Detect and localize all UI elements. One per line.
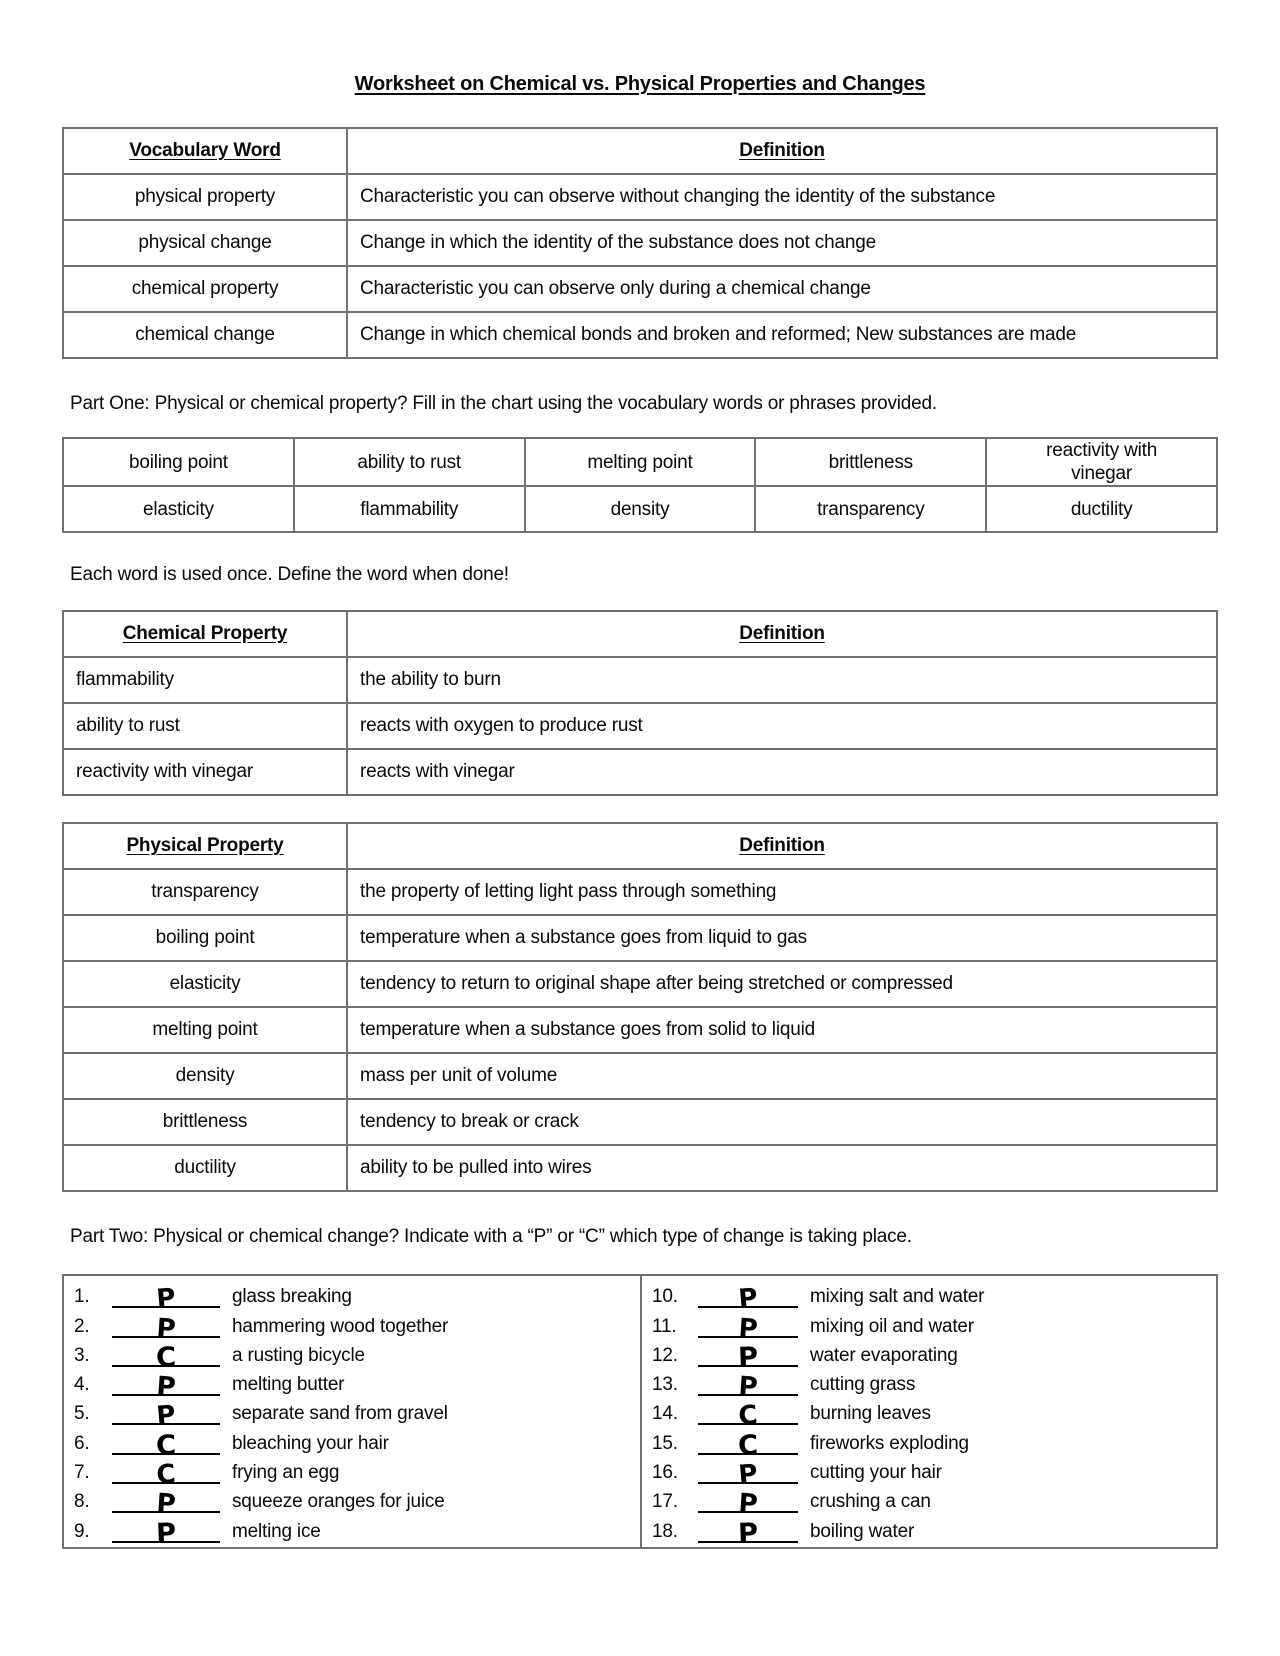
vocab-definition-cell: Characteristic you can observe only during a chemical change	[347, 266, 1217, 312]
handwritten-answer: P	[155, 1371, 177, 1403]
handwritten-answer: P	[737, 1517, 759, 1550]
item-description: fireworks exploding	[810, 1432, 969, 1454]
phys-definition-cell: the property of letting light pass through something	[347, 869, 1217, 915]
item-number: 5.	[74, 1403, 90, 1425]
answers-left-column	[64, 1276, 640, 1550]
table-row	[63, 312, 1217, 358]
phys-definition-header: Definition	[347, 823, 1217, 869]
answer-item	[74, 1367, 640, 1403]
answer-item	[652, 1367, 1216, 1403]
item-description: melting butter	[232, 1374, 345, 1396]
item-description: hammering wood together	[232, 1315, 449, 1337]
item-number: 9.	[74, 1520, 90, 1542]
chem-property-cell: reactivity with vinegar	[63, 749, 347, 795]
word-bank-cell: melting point	[525, 438, 756, 486]
table-row	[63, 1099, 1217, 1145]
handwritten-answer: P	[155, 1488, 177, 1520]
chem-definition-cell: reacts with oxygen to produce rust	[347, 703, 1217, 749]
handwritten-answer: P	[737, 1459, 759, 1491]
answer-item	[74, 1338, 640, 1374]
word-bank-cell: density	[525, 486, 756, 532]
answer-blank	[112, 1371, 220, 1403]
answer-blank	[698, 1459, 798, 1491]
handwritten-answer: P	[155, 1312, 177, 1345]
item-description: boiling water	[810, 1520, 915, 1542]
item-description: mixing oil and water	[810, 1315, 974, 1337]
chem-property-cell: flammability	[63, 657, 347, 703]
table-row	[63, 266, 1217, 312]
item-description: cutting your hair	[810, 1462, 942, 1484]
word-bank-row	[63, 486, 1217, 532]
answer-item	[74, 1484, 640, 1520]
table-row	[63, 1053, 1217, 1099]
item-number: 7.	[74, 1462, 90, 1484]
answer-item	[652, 1308, 1216, 1345]
handwritten-answer: C	[155, 1459, 177, 1491]
answer-blank	[698, 1312, 798, 1345]
table-row	[63, 657, 1217, 703]
phys-property-cell: transparency	[63, 869, 347, 915]
phys-property-header: Physical Property	[63, 823, 347, 869]
item-number: 2.	[74, 1315, 90, 1337]
phys-definition-cell: temperature when a substance goes from solid to liquid	[347, 1007, 1217, 1053]
phys-property-cell: elasticity	[63, 961, 347, 1007]
phys-property-cell: ductility	[63, 1145, 347, 1191]
answer-blank	[698, 1283, 798, 1316]
table-row	[63, 961, 1217, 1007]
handwritten-answer: P	[737, 1371, 759, 1403]
word-bank-table	[62, 437, 1218, 533]
handwritten-answer: P	[155, 1283, 177, 1316]
handwritten-answer: P	[737, 1283, 759, 1316]
answer-blank	[112, 1312, 220, 1345]
item-number: 13.	[652, 1374, 678, 1396]
phys-definition-cell: mass per unit of volume	[347, 1053, 1217, 1099]
table-header-row	[63, 823, 1217, 869]
answer-item	[74, 1425, 640, 1462]
page-title: Worksheet on Chemical vs. Physical Properties and Changes	[354, 73, 926, 95]
answer-blank	[698, 1371, 798, 1403]
answer-item	[652, 1279, 1216, 1316]
item-description: mixing salt and water	[810, 1286, 985, 1308]
item-description: burning leaves	[810, 1403, 931, 1425]
item-number: 14.	[652, 1403, 678, 1425]
item-number: 10.	[652, 1286, 678, 1308]
answer-blank	[698, 1400, 798, 1433]
handwritten-answer: P	[737, 1312, 759, 1345]
answer-blank	[112, 1517, 220, 1550]
word-bank-cell: ability to rust	[294, 438, 525, 486]
handwritten-answer: P	[155, 1517, 177, 1550]
answer-blank	[698, 1517, 798, 1550]
item-number: 3.	[74, 1344, 90, 1366]
vocab-definition-cell: Characteristic you can observe without changing the identity of the substance	[347, 174, 1217, 220]
item-description: crushing a can	[810, 1491, 931, 1513]
word-bank-cell: boiling point	[63, 438, 294, 486]
chem-definition-cell: reacts with vinegar	[347, 749, 1217, 795]
handwritten-answer: C	[737, 1400, 759, 1433]
chem-property-header: Chemical Property	[63, 611, 347, 657]
item-number: 12.	[652, 1344, 678, 1366]
item-number: 4.	[74, 1374, 90, 1396]
item-description: bleaching your hair	[232, 1432, 389, 1454]
table-row	[63, 915, 1217, 961]
item-description: water evaporating	[810, 1344, 958, 1366]
word-bank-cell: flammability	[294, 486, 525, 532]
item-number: 15.	[652, 1432, 678, 1454]
item-description: frying an egg	[232, 1462, 340, 1484]
item-number: 17.	[652, 1491, 678, 1513]
chemical-property-table	[62, 610, 1218, 796]
answer-item	[74, 1279, 640, 1316]
vocab-word-cell: chemical change	[63, 312, 347, 358]
table-row	[63, 220, 1217, 266]
handwritten-answer: C	[155, 1341, 177, 1374]
table-row	[63, 703, 1217, 749]
answer-blank	[698, 1429, 798, 1462]
vocab-definition-cell: Change in which chemical bonds and broken and reformed; New substances are made	[347, 312, 1217, 358]
item-number: 16.	[652, 1462, 678, 1484]
word-bank-cell: brittleness	[755, 438, 986, 486]
phys-property-cell: density	[63, 1053, 347, 1099]
chem-definition-cell: the ability to burn	[347, 657, 1217, 703]
answer-item	[74, 1308, 640, 1345]
answer-blank	[698, 1488, 798, 1520]
answer-blank	[112, 1488, 220, 1520]
part-two-instruction: Part Two: Physical or chemical change? Indicate with a “P” or “C” which type of change is taking place.	[70, 1226, 912, 1247]
item-number: 18.	[652, 1520, 678, 1542]
word-usage-note: Each word is used once. Define the word when done!	[70, 564, 509, 585]
vocab-definition-cell: Change in which the identity of the substance does not change	[347, 220, 1217, 266]
chem-definition-header: Definition	[347, 611, 1217, 657]
handwritten-answer: C	[737, 1429, 759, 1462]
answer-blank	[112, 1341, 220, 1374]
item-number: 1.	[74, 1286, 90, 1308]
phys-definition-cell: tendency to break or crack	[347, 1099, 1217, 1145]
answer-item	[652, 1513, 1216, 1550]
table-row	[63, 174, 1217, 220]
answer-item	[74, 1513, 640, 1550]
table-header-row	[63, 128, 1217, 174]
answers-right-column	[640, 1276, 1216, 1550]
physical-property-table	[62, 822, 1218, 1192]
word-bank-cell: reactivity with vinegar	[986, 438, 1217, 486]
item-number: 8.	[74, 1491, 90, 1513]
vocab-word-cell: physical change	[63, 220, 347, 266]
chem-property-cell: ability to rust	[63, 703, 347, 749]
item-description: cutting grass	[810, 1374, 916, 1396]
answer-blank	[112, 1283, 220, 1316]
phys-definition-cell: temperature when a substance goes from liquid to gas	[347, 915, 1217, 961]
answer-blank	[112, 1459, 220, 1491]
item-description: melting ice	[232, 1520, 321, 1542]
item-number: 6.	[74, 1432, 90, 1454]
handwritten-answer: P	[737, 1488, 759, 1520]
item-description: squeeze oranges for juice	[232, 1491, 445, 1513]
handwritten-answer: P	[155, 1400, 177, 1433]
answers-table	[62, 1274, 1218, 1549]
vocab-word-cell: chemical property	[63, 266, 347, 312]
table-row	[63, 869, 1217, 915]
phys-definition-cell: tendency to return to original shape after being stretched or compressed	[347, 961, 1217, 1007]
vocab-word-header: Vocabulary Word	[63, 128, 347, 174]
phys-property-cell: melting point	[63, 1007, 347, 1053]
item-description: a rusting bicycle	[232, 1344, 365, 1366]
answer-item	[652, 1425, 1216, 1462]
handwritten-answer: C	[155, 1429, 177, 1462]
table-header-row	[63, 611, 1217, 657]
answer-blank	[112, 1400, 220, 1433]
item-number: 11.	[652, 1315, 677, 1337]
word-bank-row	[63, 438, 1217, 486]
item-description: glass breaking	[232, 1286, 352, 1308]
item-description: separate sand from gravel	[232, 1403, 448, 1425]
table-row	[63, 1007, 1217, 1053]
answer-item	[652, 1484, 1216, 1520]
word-bank-cell: ductility	[986, 486, 1217, 532]
answer-item	[652, 1455, 1216, 1491]
vocab-definition-header: Definition	[347, 128, 1217, 174]
word-bank-cell: transparency	[755, 486, 986, 532]
answer-item	[74, 1396, 640, 1433]
table-row	[63, 749, 1217, 795]
handwritten-answer: P	[737, 1341, 759, 1374]
answer-blank	[112, 1429, 220, 1462]
phys-definition-cell: ability to be pulled into wires	[347, 1145, 1217, 1191]
phys-property-cell: boiling point	[63, 915, 347, 961]
vocab-word-cell: physical property	[63, 174, 347, 220]
vocabulary-table	[62, 127, 1218, 359]
answer-item	[652, 1338, 1216, 1374]
word-bank-cell: elasticity	[63, 486, 294, 532]
phys-property-cell: brittleness	[63, 1099, 347, 1145]
part-one-instruction: Part One: Physical or chemical property? Fill in the chart using the vocabulary words or phrases provided.	[70, 393, 937, 414]
answer-blank	[698, 1341, 798, 1374]
table-row	[63, 1145, 1217, 1191]
